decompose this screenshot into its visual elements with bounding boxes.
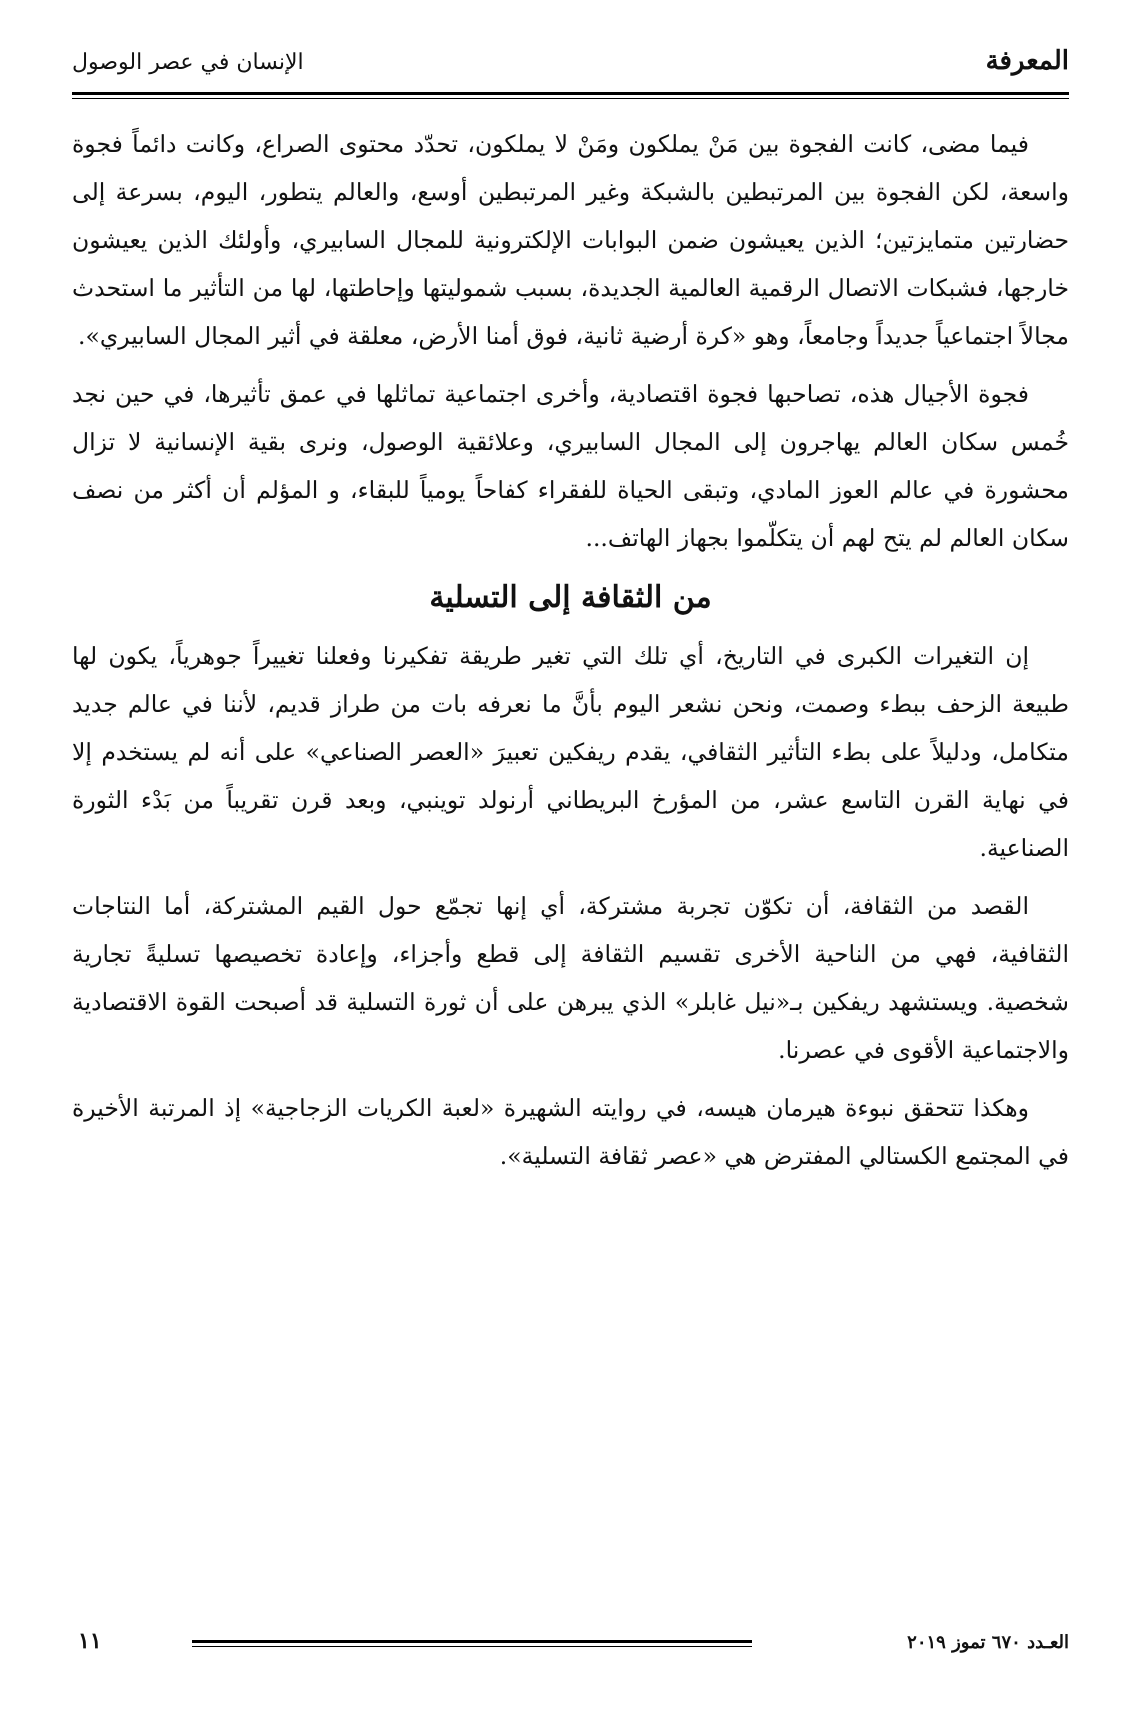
page-number: ١١ <box>78 1628 102 1654</box>
page-footer <box>72 1628 1069 1662</box>
section-heading: من الثقافة إلى التسلية <box>429 580 712 615</box>
footer-rule-thin <box>192 1646 752 1647</box>
page-header <box>72 40 1069 90</box>
footer-rule-thick <box>192 1640 752 1643</box>
issue-info: العـدد ٦٧٠ تموز ٢٠١٩ <box>907 1632 1069 1653</box>
header-rule-thin <box>72 98 1069 99</box>
header-rule-thick <box>72 92 1069 95</box>
paragraph-5: وهكذا تتحقق نبوءة هيرمان هيسه، في روايته الشهيرة «لعبة الكريات الزجاجية» إذ المرتبة الأخيرة في المجتمع الكستالي المفترض هي «عصر ثقافة التسلية». <box>72 1094 1069 1170</box>
running-title: الإنسان في عصر الوصول <box>72 50 304 75</box>
paragraph-2: فجوة الأجيال هذه، تصاحبها فجوة اقتصادية، وأخرى اجتماعية تماثلها في عمق تأثيرها، في حين نجد خُمس سكان العالم يهاجرون إلى المجال السابيري، وعلائقية الوصول، ونرى بقية الإنسانية لا تزال محشورة في عالم العوز المادي، وتبقى الحياة للفقراء كفاحاً يومياً للبقاء، و المؤلم أن أكثر من نصف سكان العالم لم يتح لهم أن يتكلّموا بجهاز الهاتف... <box>72 380 1069 552</box>
article-body <box>72 120 1069 1190</box>
paragraph-1: فيما مضى، كانت الفجوة بين مَنْ يملكون ومَنْ لا يملكون، تحدّد محتوى الصراع، وكانت دائماً فجوة واسعة، لكن الفجوة بين المرتبطين بالشبكة وغير المرتبطين أوسع، والعالم يتطور، اليوم، بسرعة إلى حضارتين متمايزتين؛ الذين يعيشون ضمن البوابات الإلكترونية للمجال السابيري، وأولئك الذين يعيشون خارجها، فشبكات الاتصال الرقمية العالمية الجديدة، بسبب شموليتها وإحاطتها، لها من التأثير ما استحدث مجالاً اجتماعياً جديداً وجامعاً، وهو «كرة أرضية ثانية، فوق أمنا الأرض، معلقة في أثير المجال السابيري». <box>72 130 1069 350</box>
paragraph-3: إن التغيرات الكبرى في التاريخ، أي تلك التي تغير طريقة تفكيرنا وفعلنا تغييراً جوهرياً، يكون لها طبيعة الزحف ببطء وصمت، ونحن نشعر اليوم بأنَّ ما نعرفه بات من طراز قديم، لأننا في عالم جديد متكامل، ودليلاً على بطء التأثير الثقافي، يقدم ريفكين تعبيرَ «العصر الصناعي» على أنه لم يستخدم إلا في نهاية القرن التاسع عشر، من المؤرخ البريطاني أرنولد توينبي، وبعد قرن تقريباً من بَدْء الثورة الصناعية. <box>72 642 1069 862</box>
paragraph-4: القصد من الثقافة، أن تكوّن تجربة مشتركة، أي إنها تجمّع حول القيم المشتركة، أما النتاجات الثقافية، فهي من الناحية الأخرى تقسيم الثقافة إلى قطع وأجزاء، وإعادة تخصيصها تسليةً تجارية شخصية. ويستشهد ريفكين بـ«نيل غابلر» الذي يبرهن على أن ثورة التسلية قد أصبحت القوة الاقتصادية والاجتماعية الأقوى في عصرنا. <box>72 892 1069 1064</box>
magazine-logo: المعرفة <box>985 46 1069 76</box>
